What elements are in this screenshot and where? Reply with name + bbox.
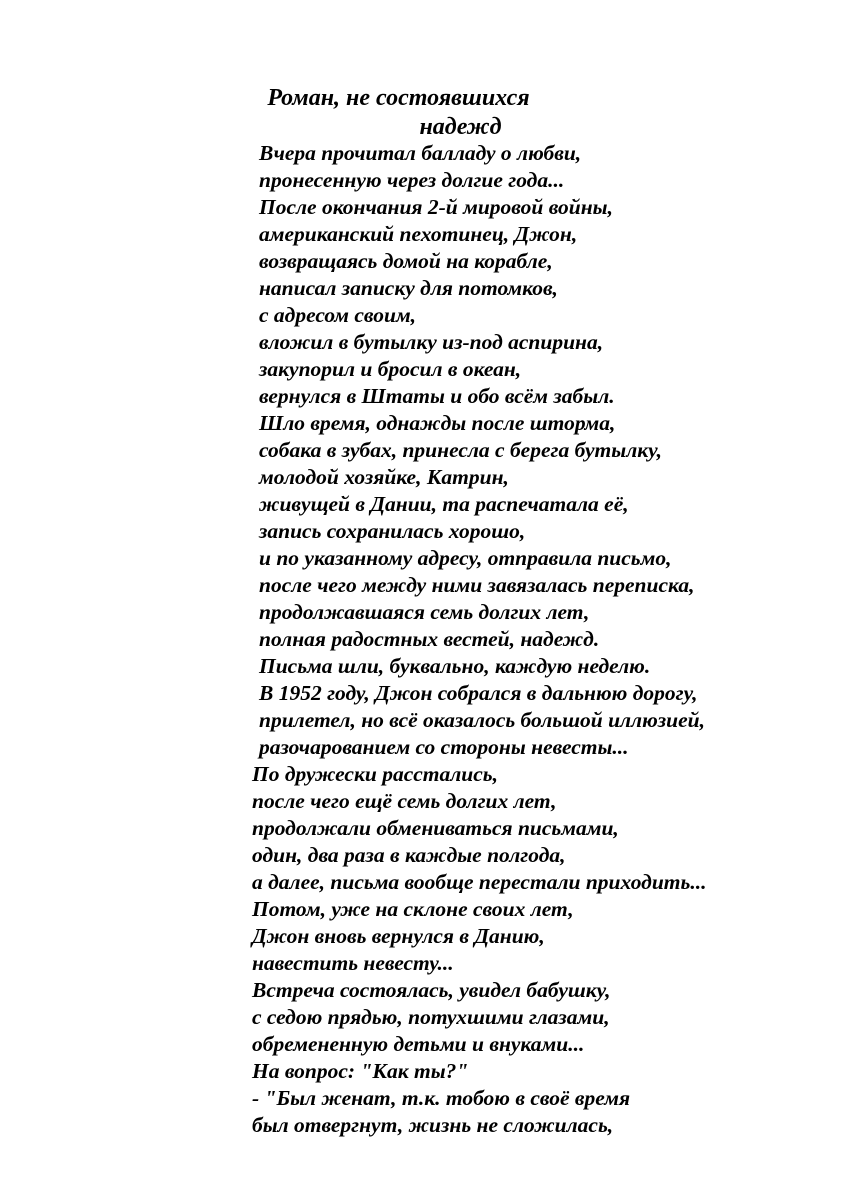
poem-line: один, два раза в каждые полгода, — [252, 843, 566, 867]
poem-line: американский пехотинец, Джон, — [259, 222, 578, 246]
poem-line: продолжали обмениваться письмами, — [252, 816, 619, 840]
poem-line: На вопрос: "Как ты?" — [252, 1059, 469, 1083]
poem-line: вернулся в Штаты и обо всём забыл. — [259, 384, 615, 408]
poem-line: вложил в бутылку из-под аспирина, — [259, 330, 604, 354]
poem-line: молодой хозяйке, Катрин, — [259, 465, 509, 489]
poem-line: навестить невесту... — [252, 951, 454, 975]
poem-line: По дружески расстались, — [252, 762, 499, 786]
poem-line: полная радостных вестей, надежд. — [259, 627, 600, 651]
poem-line: написал записку для потомков, — [259, 276, 558, 300]
poem-line: пронесенную через долгие года... — [259, 168, 565, 192]
poem-title-line-2: надежд — [419, 114, 502, 140]
poem-line: с седою прядью, потухшими глазами, — [252, 1005, 610, 1029]
poem-line: - "Был женат, т.к. тобою в своё время — [252, 1086, 631, 1110]
poem-line: после чего между ними завязалась переписка, — [259, 573, 695, 597]
poem-line: обремененную детьми и внуками... — [252, 1032, 585, 1056]
poem-line: и по указанному адресу, отправила письмо, — [259, 546, 672, 570]
poem-line: а далее, письма вообще перестали приходить... — [252, 870, 707, 894]
poem-line: разочарованием со стороны невесты... — [259, 735, 629, 759]
poem-title-line-1: Роман, не состоявшихся — [267, 85, 530, 111]
poem-line: закупорил и бросил в океан, — [259, 357, 522, 381]
poem-line: После окончания 2-й мировой войны, — [259, 195, 613, 219]
poem-line: с адресом своим, — [259, 303, 417, 327]
poem-line: В 1952 году, Джон собрался в дальнюю дорогу, — [259, 681, 698, 705]
poem-line: собака в зубах, принесла с берега бутылку, — [259, 438, 662, 462]
poem-line: Джон вновь вернулся в Данию, — [252, 924, 545, 948]
poem-line: Шло время, однажды после шторма, — [259, 411, 616, 435]
poem-line: Встреча состоялась, увидел бабушку, — [252, 978, 611, 1002]
poem-line: Вчера прочитал балладу о любви, — [259, 141, 582, 165]
poem-line: был отвергнут, жизнь не сложилась, — [252, 1113, 614, 1137]
poem-line: после чего ещё семь долгих лет, — [252, 789, 557, 813]
poem-line: Письма шли, буквально, каждую неделю. — [259, 654, 651, 678]
poem-line: продолжавшаяся семь долгих лет, — [259, 600, 590, 624]
poem-line: Потом, уже на склоне своих лет, — [252, 897, 574, 921]
poem-line: возвращаясь домой на корабле, — [259, 249, 553, 273]
poem-line: прилетел, но всё оказалось большой иллюзией, — [259, 708, 706, 732]
poem-line: живущей в Дании, та распечатала её, — [259, 492, 629, 516]
poem-line: запись сохранилась хорошо, — [259, 519, 526, 543]
